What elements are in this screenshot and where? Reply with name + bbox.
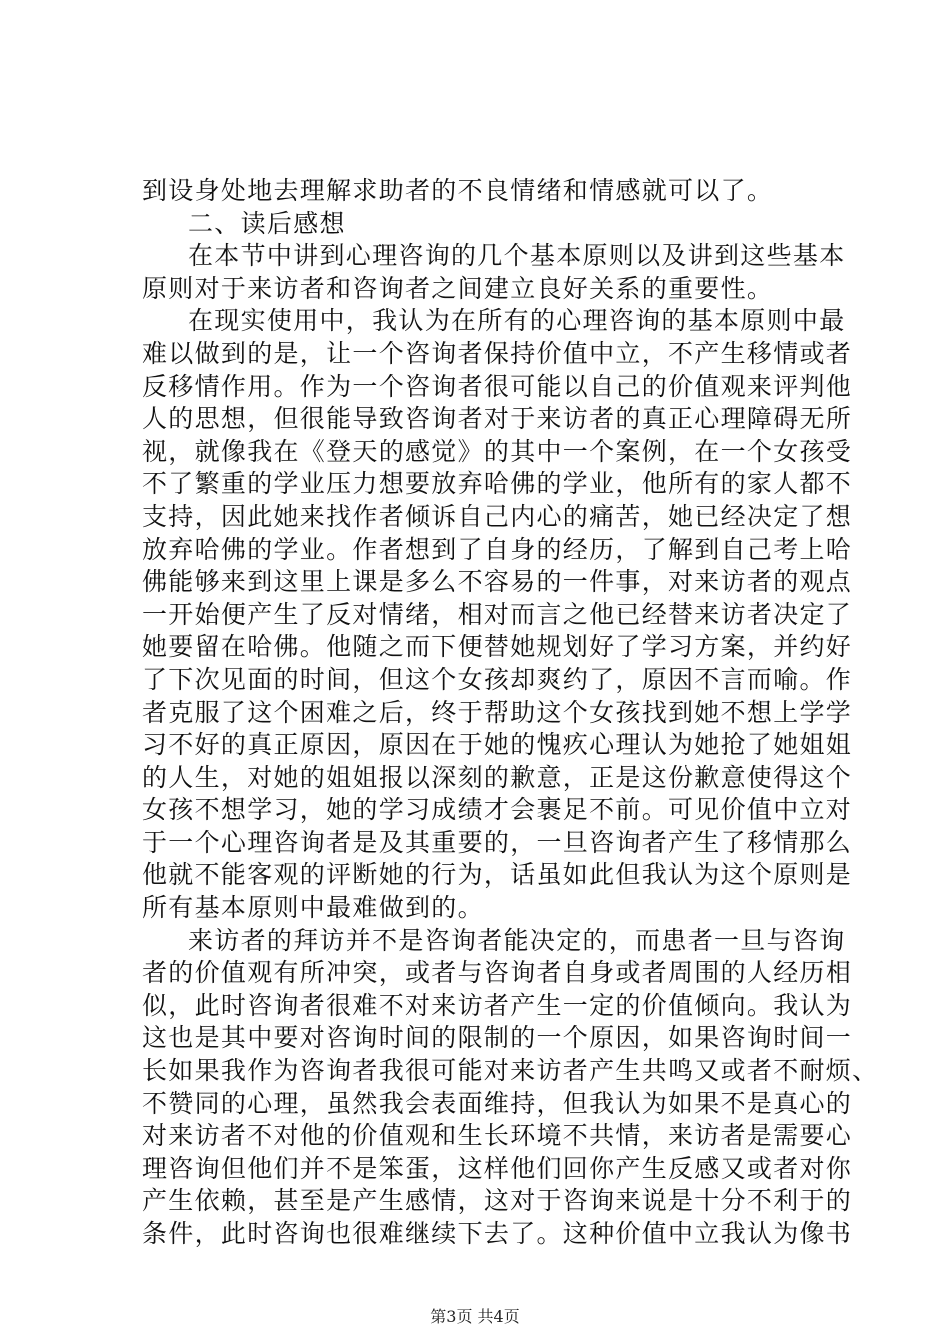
text-line: 的人生，对她的姐姐报以深刻的歉意，正是这份歉意使得这个 <box>142 762 853 792</box>
text-line: 条件，此时咨询也很难继续下去了。这种价值中立我认为像书 <box>142 1219 853 1248</box>
text-line: 在现实使用中，我认为在所有的心理咨询的基本原则中最 <box>188 306 846 336</box>
text-line: 习不好的真正原因，原因在于她的愧疚心理认为她抢了她姐姐 <box>142 730 853 760</box>
text-line: 不了繁重的学业压力想要放弃哈佛的学业，他所有的家人都不 <box>142 469 853 499</box>
text-line: 产生依赖，甚至是产生感情，这对于咨询来说是十分不利于的 <box>142 1186 853 1216</box>
text-line: 这也是其中要对咨询时间的限制的一个原因，如果咨询时间一 <box>142 1023 853 1053</box>
text-line: 视，就像我在《登天的感觉》的其中一个案例，在一个女孩受 <box>142 436 853 466</box>
text-line: 来访者的拜访并不是咨询者能决定的，而患者一旦与咨询 <box>188 925 846 955</box>
text-line: 对来访者不对他的价值观和生长环境不共情，来访者是需要心 <box>142 1121 853 1151</box>
text-line: 人的思想，但很能导致咨询者对于来访者的真正心理障碍无所 <box>142 404 853 434</box>
text-line: 了下次见面的时间，但这个女孩却爽约了，原因不言而喻。作 <box>142 664 853 694</box>
text-line: 原则对于来访者和咨询者之间建立良好关系的重要性。 <box>142 273 774 303</box>
text-line: 者的价值观有所冲突，或者与咨询者自身或者周围的人经历相 <box>142 958 853 988</box>
text-line: 理咨询但他们并不是笨蛋，这样他们回你产生反感又或者对你 <box>142 1153 853 1183</box>
document-body <box>142 175 879 1251</box>
text-line: 于一个心理咨询者是及其重要的，一旦咨询者产生了移情那么 <box>142 827 853 857</box>
text-line: 到设身处地去理解求助者的不良情绪和情感就可以了。 <box>142 176 774 205</box>
text-line: 者克服了这个困难之后，终于帮助这个女孩找到她不想上学学 <box>142 697 853 727</box>
page-footer: 第3页 共4页 <box>430 1307 520 1326</box>
text-line: 难以做到的是，让一个咨询者保持价值中立，不产生移情或者 <box>142 338 853 368</box>
text-line: 他就不能客观的评断她的行为，话虽如此但我认为这个原则是 <box>142 860 853 890</box>
text-line: 她要留在哈佛。他随之而下便替她规划好了学习方案，并约好 <box>142 632 853 662</box>
text-line: 在本节中讲到心理咨询的几个基本原则以及讲到这些基本 <box>188 241 846 271</box>
text-line: 二、读后感想 <box>188 208 346 238</box>
text-line: 所有基本原则中最难做到的。 <box>142 893 484 923</box>
text-line: 佛能够来到这里上课是多么不容易的一件事，对来访者的观点 <box>142 567 853 597</box>
text-line: 一开始便产生了反对情绪，相对而言之他已经替来访者决定了 <box>142 599 853 629</box>
text-line: 支持，因此她来找作者倾诉自己内心的痛苦，她已经决定了想 <box>142 501 853 531</box>
text-line: 女孩不想学习，她的学习成绩才会裹足不前。可见价值中立对 <box>142 795 853 825</box>
text-line: 放弃哈佛的学业。作者想到了自身的经历，了解到自己考上哈 <box>142 534 853 564</box>
text-line: 不赞同的心理，虽然我会表面维持，但我认为如果不是真心的 <box>142 1088 853 1118</box>
text-line: 似，此时咨询者很难不对来访者产生一定的价值倾向。我认为 <box>142 990 853 1020</box>
text-line: 长如果我作为咨询者我很可能对来访者产生共鸣又或者不耐烦、 <box>142 1056 879 1086</box>
text-line: 反移情作用。作为一个咨询者很可能以自己的价值观来评判他 <box>142 371 853 401</box>
